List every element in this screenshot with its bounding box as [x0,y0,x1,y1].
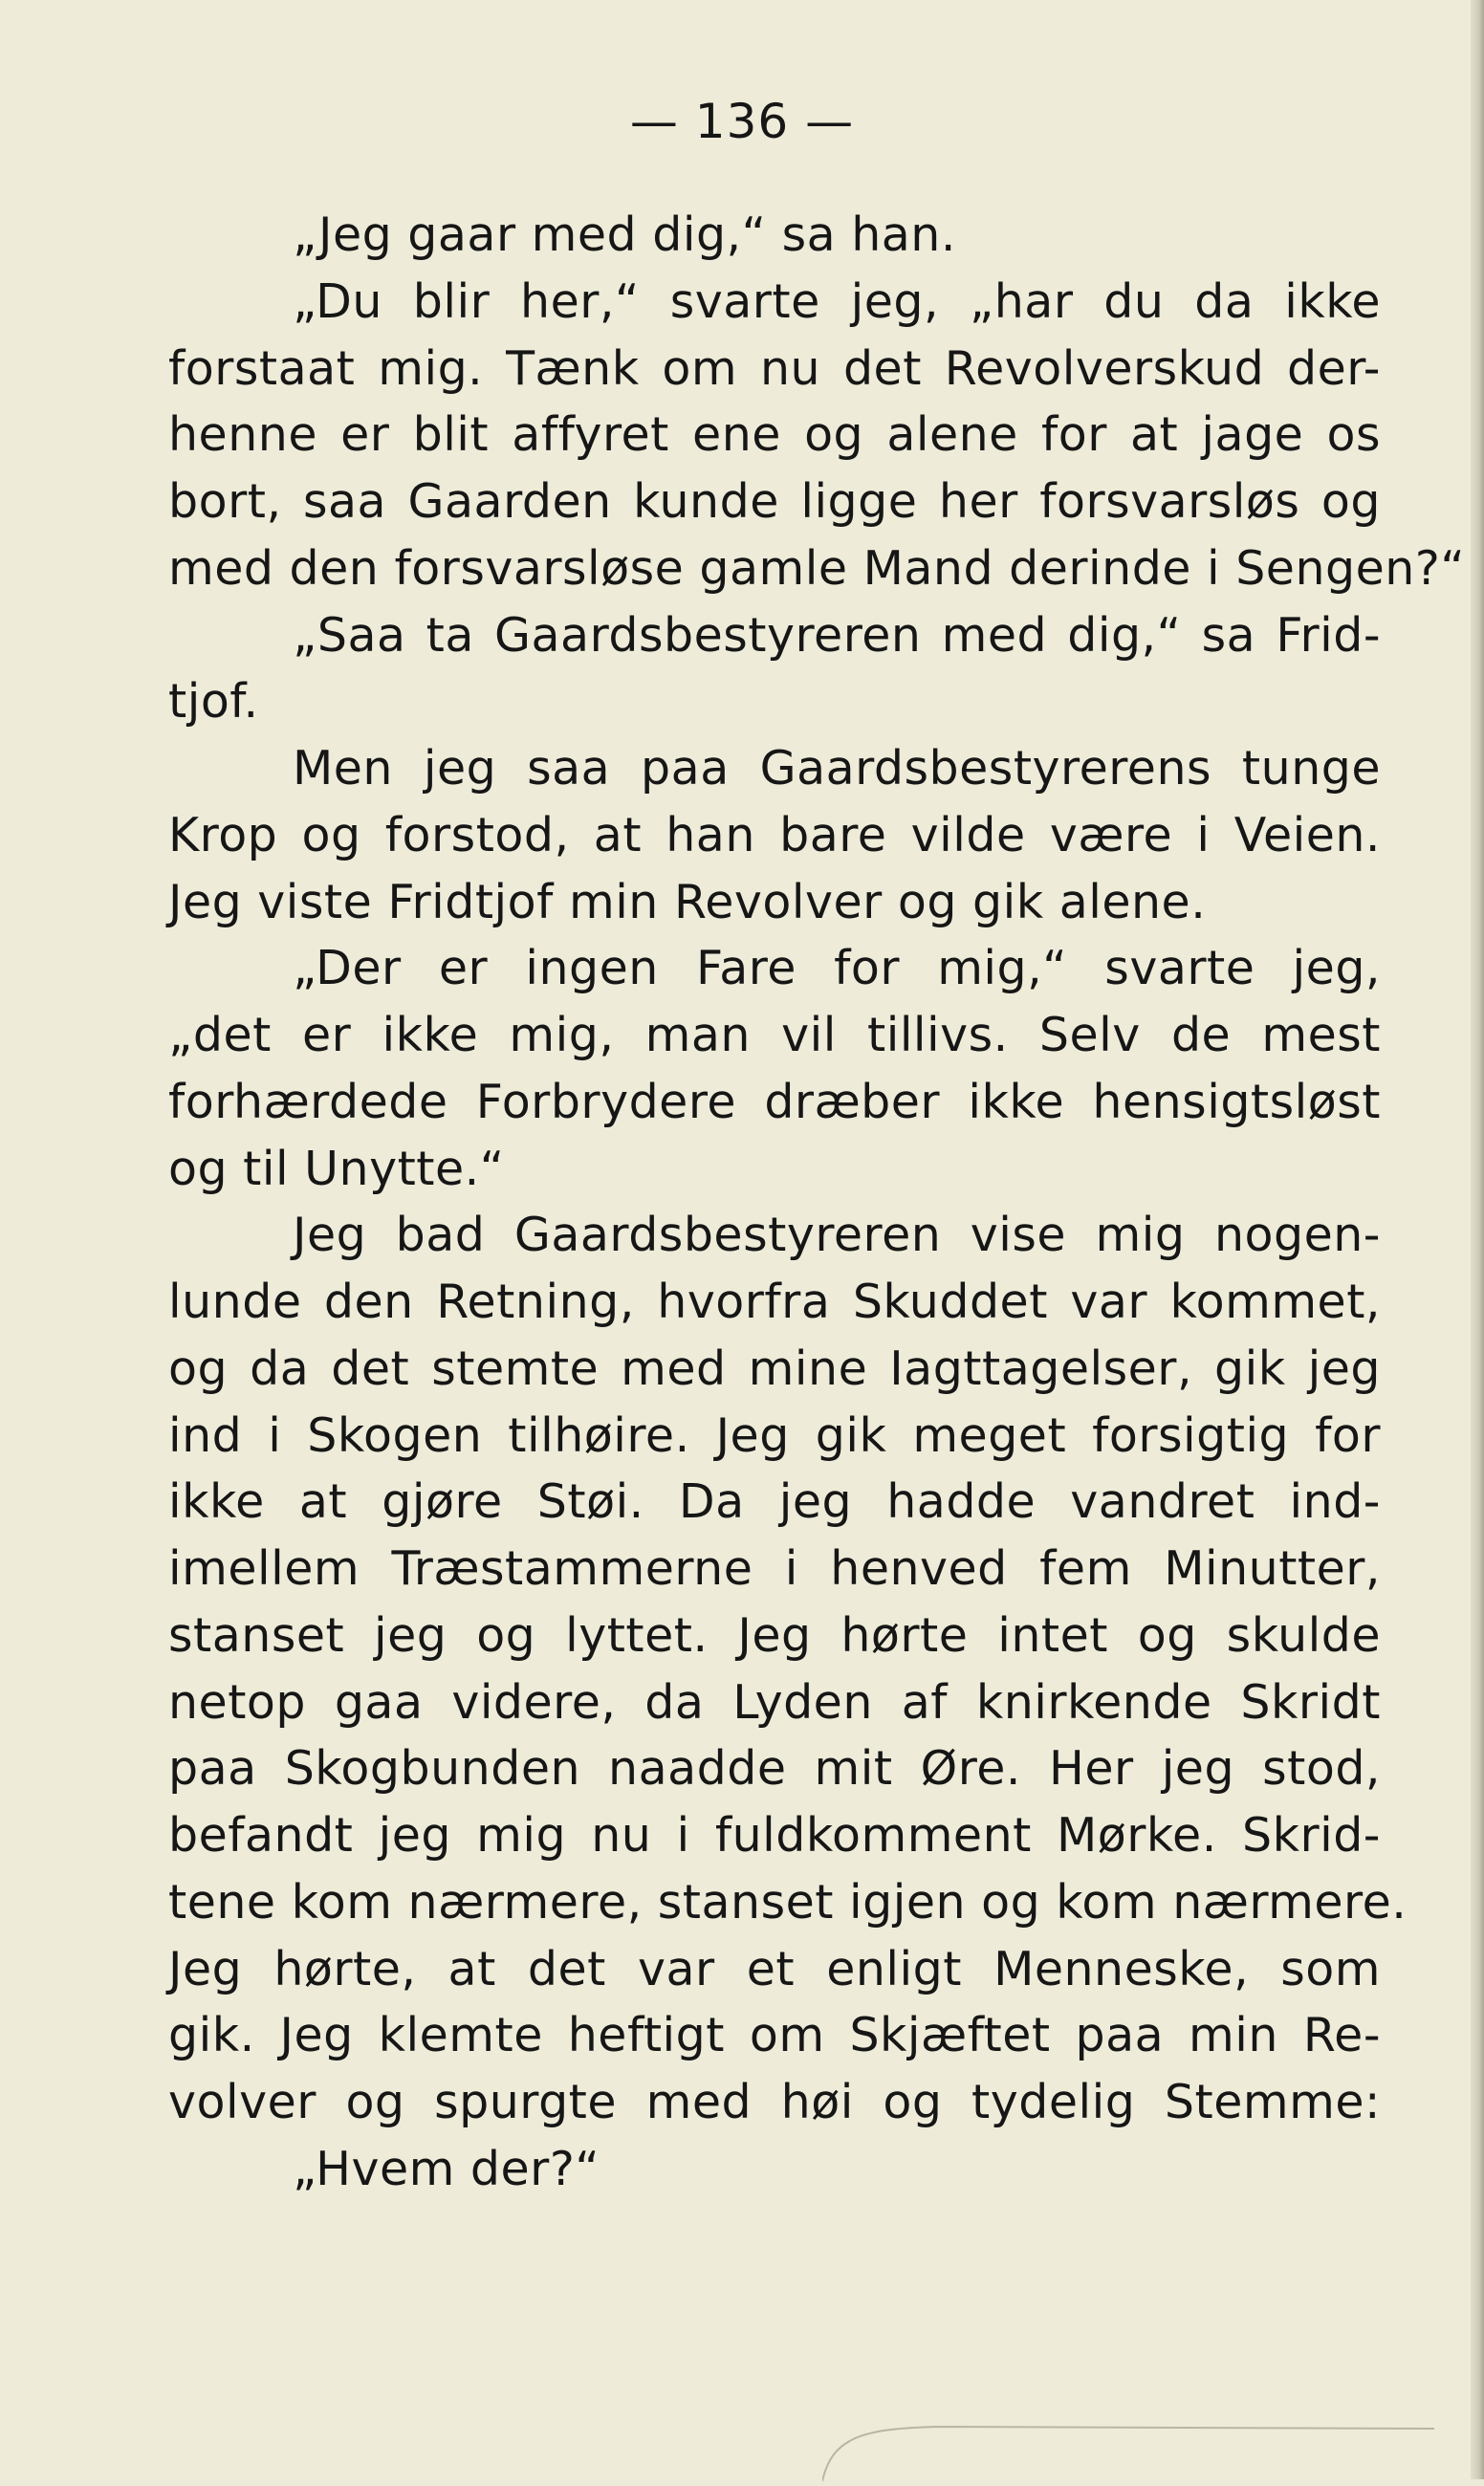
text-line: Jeg bad Gaardsbestyreren vise mig nogen- [293,1208,1381,1263]
body-text [168,202,1466,2203]
text-line: tjof. [168,674,259,730]
text-line: Men jeg saa paa Gaardsbestyrerens tunge [293,741,1381,796]
text-line: imellem Træstammerne i henved fem Minutter, [168,1541,1381,1596]
text-line: forstaat mig. Tænk om nu det Revolverskud der- [168,340,1381,396]
text-line: ikke at gjøre Støi. Da jeg hadde vandret ind- [168,1474,1381,1530]
text-line: og da det stemte med mine Iagttagelser, gik jeg [168,1341,1381,1396]
text-line: netop gaa videre, da Lyden af knirkende Skridt [168,1674,1381,1730]
text-line: „det er ikke mig, man vil tillivs. Selv de mest [168,1008,1381,1062]
text-line: Krop og forstod, at han bare vilde være i Veien. [168,807,1381,862]
text-line: Jeg viste Fridtjof min Revolver og gik alene. [168,874,1207,929]
page-edge-shadow [1471,0,1484,2479]
text-line: og til Unytte.“ [168,1141,505,1196]
text-line: gik. Jeg klemte heftigt om Skjæftet paa min Re- [168,2008,1381,2063]
text-line: „Der er ingen Fare for mig,“ svarte jeg, [293,941,1381,996]
text-line: bort, saa Gaarden kunde ligge her forsvarsløs og [168,474,1381,529]
text-line: „Jeg gaar med dig,“ sa han. [293,207,956,262]
text-line: „Hvem der?“ [293,2141,600,2196]
text-line: tene kom nærmere, stanset igjen og kom nærmere. [168,1874,1408,1930]
text-line: stanset jeg og lyttet. Jeg hørte intet og skulde [168,1607,1381,1663]
text-line: paa Skogbunden naadde mit Øre. Her jeg stod, [168,1741,1381,1797]
text-line: „Du blir her,“ svarte jeg, „har du da ikke [293,273,1381,329]
text-line: befandt jeg mig nu i fuldkomment Mørke. Skrid- [168,1808,1381,1863]
text-line: med den forsvarsløse gamle Mand derinde i Sengen?“ [168,540,1466,596]
text-line: volver og spurgte med høi og tydelig Stemme: [168,2075,1381,2129]
text-line: henne er blit affyret ene og alene for at jage os [168,407,1381,463]
text-line: ind i Skogen tilhøire. Jeg gik meget forsigtig for [168,1407,1381,1463]
text-line: „Saa ta Gaardsbestyreren med dig,“ sa Frid- [293,607,1381,663]
text-line: forhærdede Forbrydere dræber ikke hensigtsløst [168,1074,1381,1129]
page-curl-mark [822,2381,1484,2486]
page-number: — 136 — [629,94,855,149]
text-line: Jeg hørte, at det var et enligt Menneske, som [168,1941,1381,1996]
text-line: lunde den Retning, hvorfra Skuddet var kommet, [168,1275,1381,1329]
